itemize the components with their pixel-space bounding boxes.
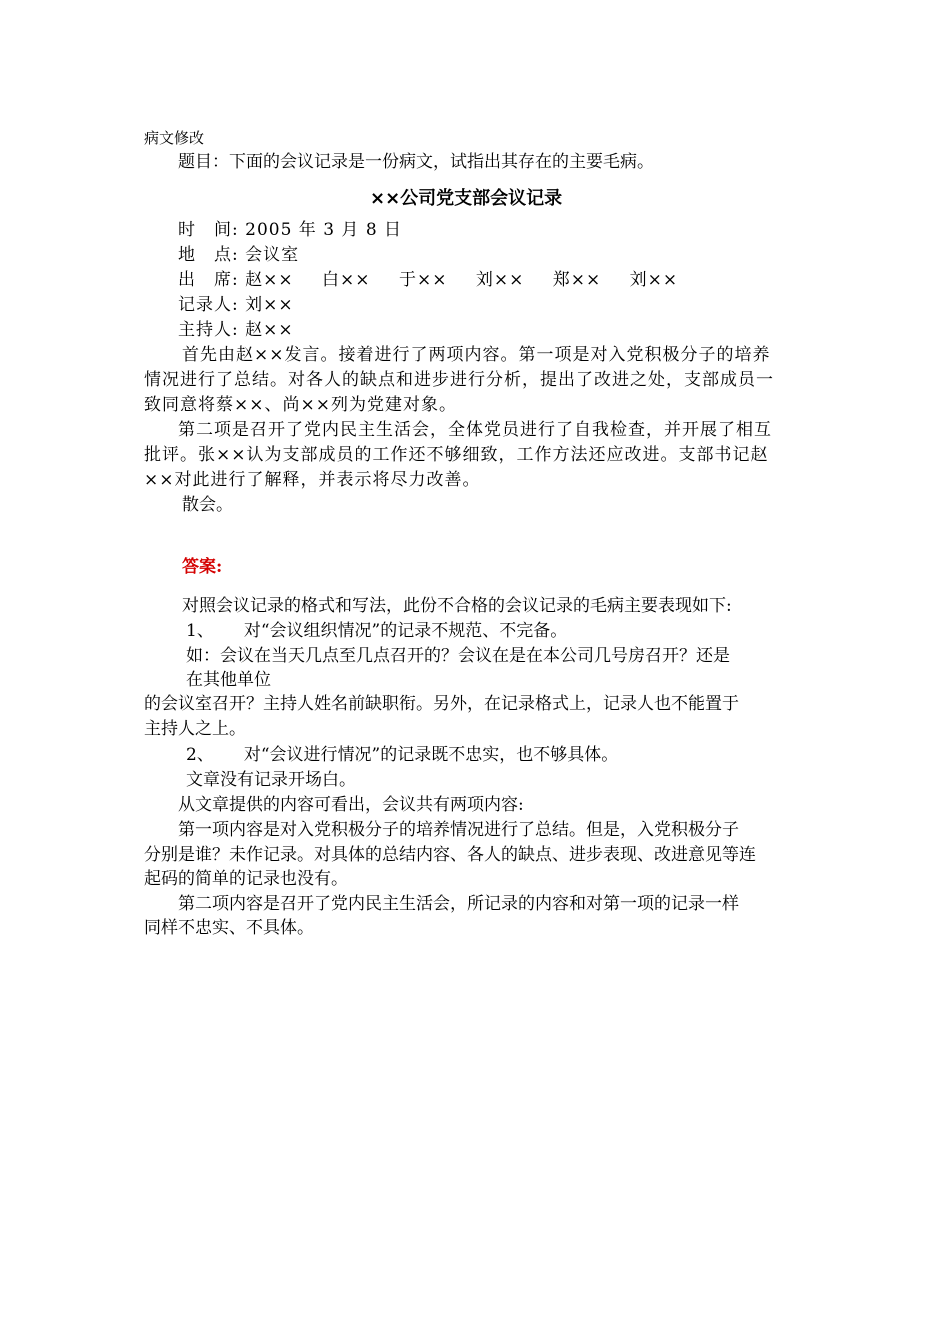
item1-detail-line: 如：会议在当天几点至几点召开的？会议在是在本公司几号房召开？还是 xyxy=(186,646,730,666)
record-p3: 散会。 xyxy=(182,495,233,515)
meta-time xyxy=(178,218,402,242)
record-title: ××公司党支部会议记录 xyxy=(370,188,563,209)
item-text: 对“会议进行情况”的记录既不忠实，也不够具体。 xyxy=(243,745,619,765)
item1-detail-line: 在其他单位 xyxy=(186,670,271,690)
attendee: 刘×× xyxy=(475,270,525,290)
attend-label: 出 席: xyxy=(178,270,239,290)
meta-host xyxy=(178,318,294,342)
meta-recorder xyxy=(178,293,294,317)
time-label: 时 间: xyxy=(178,220,239,240)
recorder-value: 刘×× xyxy=(245,295,294,315)
record-p1-line: 首先由赵××发言。接着进行了两项内容。第一项是对入党积极分子的培养 xyxy=(182,345,771,365)
item-number: 2、 xyxy=(186,745,214,765)
record-p2-line: ××对此进行了解释，并表示将尽力改善。 xyxy=(144,470,481,490)
attendee: 于×× xyxy=(398,270,448,290)
answer-item-2 xyxy=(186,743,618,767)
attendee: 白×× xyxy=(322,270,371,290)
item2-detail-line: 第二项内容是召开了党内民主生活会，所记录的内容和对第一项的记录一样 xyxy=(178,894,739,914)
doc-header: 病文修改 xyxy=(144,129,205,147)
record-p2-line: 批评。张××认为支部成员的工作还不够细致，工作方法还应改进。支部书记赵 xyxy=(144,445,769,465)
record-p2-line: 第二项是召开了党内民主生活会，全体党员进行了自我检查，并开展了相互 xyxy=(178,420,772,440)
meta-place xyxy=(178,243,299,267)
item2-detail-line: 分别是谁？未作记录。对具体的总结内容、各人的缺点、进步表现、改进意见等连 xyxy=(144,845,756,865)
meta-attendees xyxy=(178,268,678,292)
attendee: 郑×× xyxy=(552,270,602,290)
record-p1-line: 致同意将蔡××、尚××列为党建对象。 xyxy=(144,395,457,415)
answer-intro: 对照会议记录的格式和写法，此份不合格的会议记录的毛病主要表现如下: xyxy=(182,596,732,616)
place-value: 会议室 xyxy=(245,245,300,265)
attendee: 赵×× xyxy=(245,270,294,290)
item2-detail-line: 起码的简单的记录也没有。 xyxy=(144,869,348,889)
item1-detail-line: 主持人之上。 xyxy=(144,719,246,739)
host-label: 主持人: xyxy=(178,320,239,340)
item2-detail-line: 同样不忠实、不具体。 xyxy=(144,918,314,938)
place-label: 地 点: xyxy=(178,245,239,265)
answer-item-1 xyxy=(186,619,567,643)
answer-label: 答案: xyxy=(182,557,223,577)
item2-detail-line: 从文章提供的内容可看出，会议共有两项内容: xyxy=(178,795,524,815)
record-p1-line: 情况进行了总结。对各人的缺点和进步进行分析，提出了改进之处，支部成员一 xyxy=(144,370,774,390)
item-number: 1、 xyxy=(186,621,214,641)
question-text: 题目：下面的会议记录是一份病文，试指出其存在的主要毛病。 xyxy=(178,152,654,172)
attendee: 刘×× xyxy=(629,270,679,290)
recorder-label: 记录人: xyxy=(178,295,239,315)
item-text: 对“会议组织情况”的记录不规范、不完备。 xyxy=(243,621,568,641)
time-value: 2005 年 3 月 8 日 xyxy=(245,220,403,240)
host-value: 赵×× xyxy=(245,320,294,340)
item2-detail-line: 第一项内容是对入党积极分子的培养情况进行了总结。但是，入党积极分子 xyxy=(178,820,739,840)
item2-detail-line: 文章没有记录开场白。 xyxy=(186,770,356,790)
item1-detail-line: 的会议室召开？主持人姓名前缺职衔。另外，在记录格式上，记录人也不能置于 xyxy=(144,694,739,714)
